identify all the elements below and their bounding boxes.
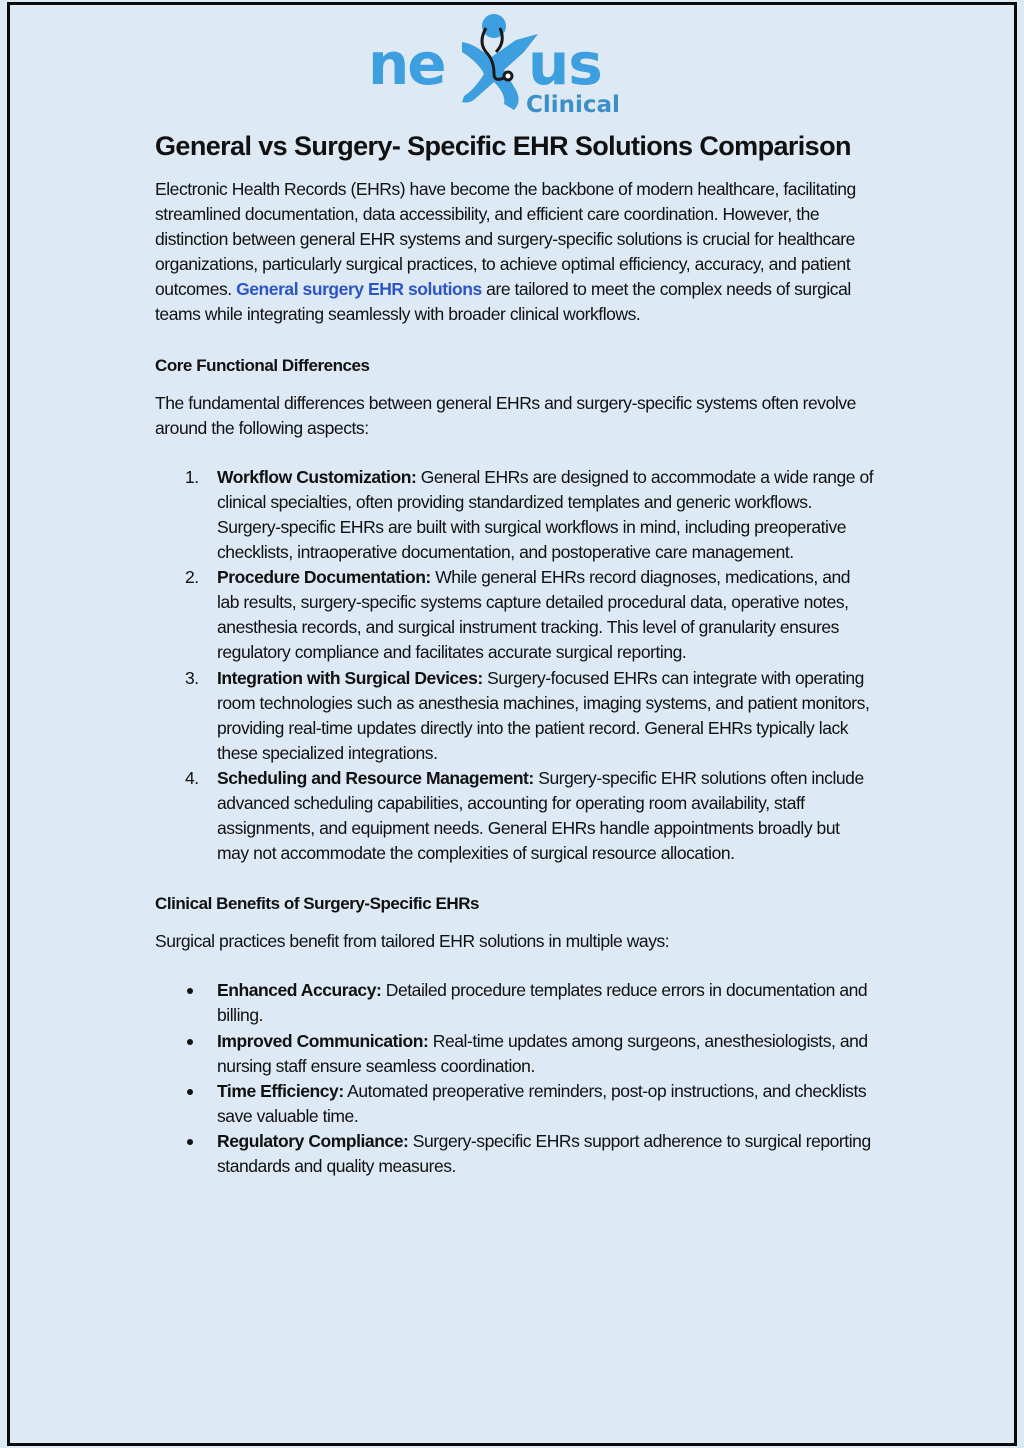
clinical-benefits-list [155, 978, 875, 1179]
bullet-icon [187, 988, 193, 994]
list-item [155, 1129, 875, 1179]
logo-text-us: us [528, 30, 602, 98]
intro-text-after-link: are tailored to meet the complex needs of surgical teams while integrating seamlessly with broader clinical workflows. [155, 279, 851, 325]
list-item [155, 465, 875, 565]
item-text: Automated preoperative reminders, post-op instructions, and checklists save valuable time. [217, 1080, 867, 1126]
list-number: 4. [185, 767, 199, 788]
nexus-clinical-logo [366, 12, 638, 116]
item-label: Improved Communication: [217, 1030, 429, 1051]
list-item [155, 565, 875, 665]
item-text: While general EHRs record diagnoses, medications, and lab results, surgery-specific systems capture detailed procedural data, operative notes, anesthesia records, and surgical instrument tracking. This level of granularity ensures regulatory compliance and facilitates accurate surgical reporting. [217, 567, 851, 663]
bullet-icon [187, 1039, 193, 1045]
item-label: Integration with Surgical Devices: [217, 667, 483, 688]
item-text: Surgery-focused EHRs can integrate with operating room technologies such as anesthesia machines, imaging systems, and patient monitors, providing real-time updates directly into the patient record. General EHRs typically lack these specialized integrations. [217, 667, 870, 763]
section-intro-clinical-benefits: Surgical practices benefit from tailored EHR solutions in multiple ways: [155, 931, 670, 952]
item-label: Time Efficiency: [217, 1080, 344, 1101]
logo-text-ne: ne [368, 30, 445, 98]
core-differences-list [155, 465, 875, 867]
list-number: 3. [185, 667, 199, 688]
section-heading-core-differences: Core Functional Differences [155, 355, 370, 375]
section-intro-core-differences: The fundamental differences between general EHRs and surgery-specific systems often revolve around the following aspects: [155, 392, 856, 438]
item-text: General EHRs are designed to accommodate a wide range of clinical specialties, often providing standardized templates and generic workflows. Surgery-specific EHRs are built with surgical workflows in mind, including preoperative checklists, intraoperative documentation, and postoperative care management. [217, 466, 874, 563]
list-number: 1. [185, 466, 199, 487]
list-number: 2. [185, 567, 199, 588]
item-label: Regulatory Compliance: [217, 1130, 409, 1151]
bullet-icon [187, 1089, 193, 1095]
item-text: Surgery-specific EHR solutions often include advanced scheduling capabilities, accounting for operating room availability, staff assignments, and equipment needs. General EHRs handle appointments broadly but may not accommodate the complexities of surgical resource allocation. [217, 767, 864, 864]
list-item [155, 666, 875, 766]
item-text: Detailed procedure templates reduce errors in documentation and billing. [217, 980, 868, 1026]
list-item [155, 1029, 875, 1079]
logo-text-clinical: Clinical [526, 92, 620, 116]
item-label: Enhanced Accuracy: [217, 980, 382, 1001]
intro-text-before-link: Electronic Health Records (EHRs) have become the backbone of modern healthcare, facilitating streamlined documentation, data accessibility, and efficient care coordination. However, the distinction between general EHR systems and surgery-specific solutions is crucial for healthcare organizations, particularly surgical practices, to achieve optimal efficiency, accuracy, and patient outcomes. [155, 179, 856, 300]
list-item [155, 978, 875, 1028]
list-item [155, 1079, 875, 1129]
intro-paragraph [155, 177, 875, 328]
item-label: Scheduling and Resource Management: [217, 767, 534, 788]
item-text: Surgery-specific EHRs support adherence to surgical reporting standards and quality measures. [217, 1130, 871, 1176]
item-label: Workflow Customization: [217, 466, 417, 487]
list-item [155, 766, 875, 866]
document-body [155, 126, 875, 1179]
page-title: General vs Surgery- Specific EHR Solutions Comparison [155, 131, 851, 161]
bullet-icon [187, 1139, 193, 1145]
section-heading-clinical-benefits: Clinical Benefits of Surgery-Specific EHRs [155, 894, 480, 914]
item-label: Procedure Documentation: [217, 567, 431, 588]
logo-graphic [366, 12, 638, 116]
item-text: Real-time updates among surgeons, anesthesiologists, and nursing staff ensure seamless coordination. [217, 1030, 868, 1076]
general-surgery-ehr-link[interactable]: General surgery EHR solutions [236, 279, 482, 300]
